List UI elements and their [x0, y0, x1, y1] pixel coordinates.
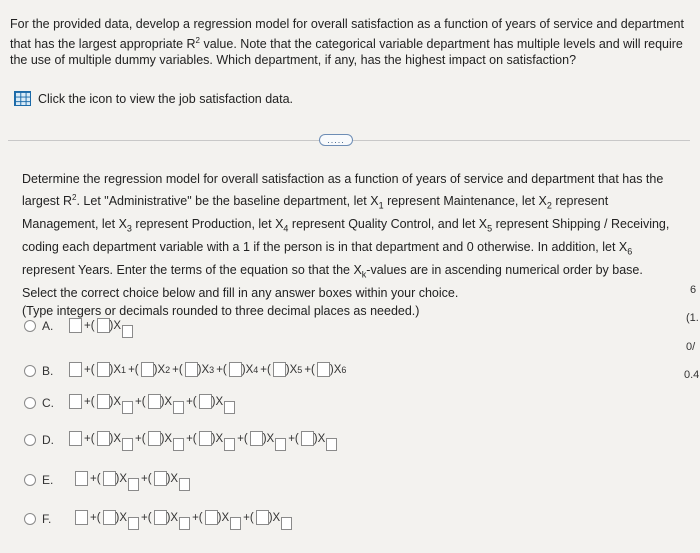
answer-box[interactable]	[75, 471, 88, 486]
option-a[interactable]	[24, 319, 53, 333]
answer-box[interactable]	[205, 510, 218, 525]
close-x: )X	[241, 363, 254, 376]
close-x: )X	[197, 363, 210, 376]
answer-box[interactable]	[273, 362, 286, 377]
answer-box[interactable]	[69, 318, 82, 333]
question-text	[22, 170, 672, 321]
close-x: )X	[268, 511, 281, 524]
close-x: )X	[285, 363, 298, 376]
subscript-box[interactable]	[128, 478, 139, 491]
answer-box[interactable]	[229, 362, 242, 377]
plus-paren: +(	[84, 432, 95, 445]
answer-box[interactable]	[103, 510, 116, 525]
problem-statement	[10, 16, 690, 69]
option-c[interactable]	[24, 396, 54, 410]
problem-text-2: value. Note that the categorical variable department has multiple levels and will require the use of multiple dummy variables. Which department, if any, has the highest impact on satisfaction?	[10, 36, 683, 68]
q-text-8: represent Years. Enter the terms of the equation so that the X	[22, 262, 362, 277]
q-text-10: (Type integers or decimals rounded to three decimal places as needed.)	[22, 304, 420, 319]
answer-box[interactable]	[97, 431, 110, 446]
option-c-expression	[69, 394, 235, 409]
plus-paren: +(	[141, 472, 152, 485]
q-sub-1: 1	[378, 200, 384, 211]
option-f-expression	[75, 510, 292, 525]
x-sub: 2	[165, 364, 171, 375]
answer-box[interactable]	[69, 362, 82, 377]
answer-box[interactable]	[250, 431, 263, 446]
problem-text-1: For the provided data, develop a regression model for overall satisfaction as a function of years of service and department that has the largest appropriate R	[10, 17, 684, 51]
option-b-expression	[69, 362, 346, 377]
plus-paren: +(	[135, 395, 146, 408]
option-f-label: F.	[42, 512, 52, 526]
subscript-box[interactable]	[122, 401, 133, 414]
option-c-label: C.	[42, 396, 54, 410]
plus-paren: +(	[172, 363, 183, 376]
option-d-label: D.	[42, 433, 54, 447]
view-data-link[interactable]	[14, 91, 293, 106]
edge-fragment: 0.4	[684, 369, 700, 381]
radio-f[interactable]	[24, 513, 36, 525]
edge-fragment: (1.	[686, 312, 699, 324]
x-sub: 3	[209, 364, 215, 375]
option-b-label: B.	[42, 364, 54, 378]
subscript-box[interactable]	[179, 478, 190, 491]
subscript-box[interactable]	[224, 401, 235, 414]
close-x: )X	[109, 432, 122, 445]
q-sub-2: 2	[546, 200, 552, 211]
plus-paren: +(	[186, 432, 197, 445]
q-text-3: represent Maintenance, let X	[383, 193, 547, 208]
close-x: )X	[160, 432, 173, 445]
close-x: )X	[217, 511, 230, 524]
option-d[interactable]	[24, 433, 54, 447]
subscript-box[interactable]	[173, 438, 184, 451]
answer-box[interactable]	[154, 471, 167, 486]
answer-box[interactable]	[69, 431, 82, 446]
q-sub-5: 5	[487, 223, 493, 234]
plus-paren: +(	[237, 432, 248, 445]
plus-paren: +(	[216, 363, 227, 376]
plus-paren: +(	[243, 511, 254, 524]
close-x: )X	[166, 472, 179, 485]
answer-box[interactable]	[148, 431, 161, 446]
option-d-expression	[69, 431, 337, 446]
plus-paren: +(	[84, 319, 95, 332]
q-sub-6: 6	[627, 246, 633, 257]
q-text-1: Determine the regression model for overall satisfaction as a function of years of service and department that has the largest R	[22, 172, 664, 208]
q-text-5: represent Production, let X	[131, 216, 284, 231]
subscript-box[interactable]	[173, 401, 184, 414]
answer-box[interactable]	[301, 431, 314, 446]
answer-box[interactable]	[199, 394, 212, 409]
q-text-2: . Let "Administrative" be the baseline department, let X	[76, 193, 379, 208]
answer-box[interactable]	[256, 510, 269, 525]
subscript-box[interactable]	[122, 438, 133, 451]
answer-box[interactable]	[97, 394, 110, 409]
plus-paren: +(	[288, 432, 299, 445]
radio-c[interactable]	[24, 397, 36, 409]
plus-paren: +(	[186, 395, 197, 408]
close-x: )X	[313, 432, 326, 445]
r-squared-superscript: 2	[195, 35, 200, 45]
q-text-7: represent Shipping / Receiving, coding each department variable with a 1 if the person is in that department and 0 otherwise. In addition, let X	[22, 216, 670, 254]
option-e[interactable]	[24, 473, 53, 487]
close-x: )X	[115, 472, 128, 485]
close-x: )X	[109, 395, 122, 408]
plus-paren: +(	[90, 472, 101, 485]
close-x: )X	[211, 395, 224, 408]
answer-box[interactable]	[97, 318, 110, 333]
plus-paren: +(	[304, 363, 315, 376]
close-x: )X	[160, 395, 173, 408]
subscript-box[interactable]	[230, 517, 241, 530]
q-r2-sup: 2	[72, 192, 77, 202]
close-x: )X	[211, 432, 224, 445]
plus-paren: +(	[192, 511, 203, 524]
subscript-box[interactable]	[128, 517, 139, 530]
subscript-box[interactable]	[281, 517, 292, 530]
answer-box[interactable]	[141, 362, 154, 377]
radio-b[interactable]	[24, 365, 36, 377]
answer-box[interactable]	[69, 394, 82, 409]
option-e-expression	[75, 471, 190, 486]
close-x: )X	[109, 363, 122, 376]
plus-paren: +(	[84, 363, 95, 376]
plus-paren: +(	[84, 395, 95, 408]
subscript-box[interactable]	[275, 438, 286, 451]
plus-paren: +(	[135, 432, 146, 445]
plus-paren: +(	[141, 511, 152, 524]
close-x: )X	[262, 432, 275, 445]
answer-box[interactable]	[199, 431, 212, 446]
subscript-box[interactable]	[224, 438, 235, 451]
answer-box[interactable]	[185, 362, 198, 377]
option-f[interactable]	[24, 512, 51, 526]
x-sub: 5	[297, 364, 303, 375]
edge-fragment: 0/	[686, 341, 696, 353]
subscript-box[interactable]	[122, 325, 133, 338]
radio-e[interactable]	[24, 474, 36, 486]
subscript-box[interactable]	[326, 438, 337, 451]
answer-box[interactable]	[154, 510, 167, 525]
plus-paren: +(	[90, 511, 101, 524]
expand-more-button[interactable]: .....	[319, 134, 353, 146]
option-b[interactable]	[24, 364, 53, 378]
subscript-box[interactable]	[179, 517, 190, 530]
option-a-expression	[69, 318, 133, 333]
answer-box[interactable]	[75, 510, 88, 525]
answer-box[interactable]	[97, 362, 110, 377]
close-x: )X	[153, 363, 166, 376]
q-text-4: represent Management, let X	[22, 193, 609, 231]
x-sub: 6	[341, 364, 347, 375]
x-sub: 4	[253, 364, 259, 375]
close-x: )X	[166, 511, 179, 524]
x-sub: 1	[121, 364, 127, 375]
spreadsheet-grid-icon[interactable]	[14, 91, 31, 106]
radio-d[interactable]	[24, 434, 36, 446]
answer-box[interactable]	[148, 394, 161, 409]
plus-paren: +(	[128, 363, 139, 376]
q-text-6: represent Quality Control, and let X	[288, 216, 488, 231]
q-text-9: -values are in ascending numerical order by base. Select the correct choice below and fill in any answer boxes within your choice.	[22, 262, 643, 300]
option-e-label: E.	[42, 473, 54, 487]
view-data-label[interactable]: Click the icon to view the job satisfaction data.	[38, 91, 293, 106]
q-sub-4: 4	[283, 223, 289, 234]
answer-box[interactable]	[103, 471, 116, 486]
option-a-label: A.	[42, 319, 54, 333]
close-x: )X	[115, 511, 128, 524]
answer-box[interactable]	[317, 362, 330, 377]
close-x: )X	[329, 363, 342, 376]
q-sub-3: 3	[126, 223, 132, 234]
edge-fragment: 6	[690, 284, 697, 296]
radio-a[interactable]	[24, 320, 36, 332]
close-x: )X	[109, 319, 122, 332]
q-sub-k: k	[361, 269, 367, 280]
plus-paren: +(	[260, 363, 271, 376]
